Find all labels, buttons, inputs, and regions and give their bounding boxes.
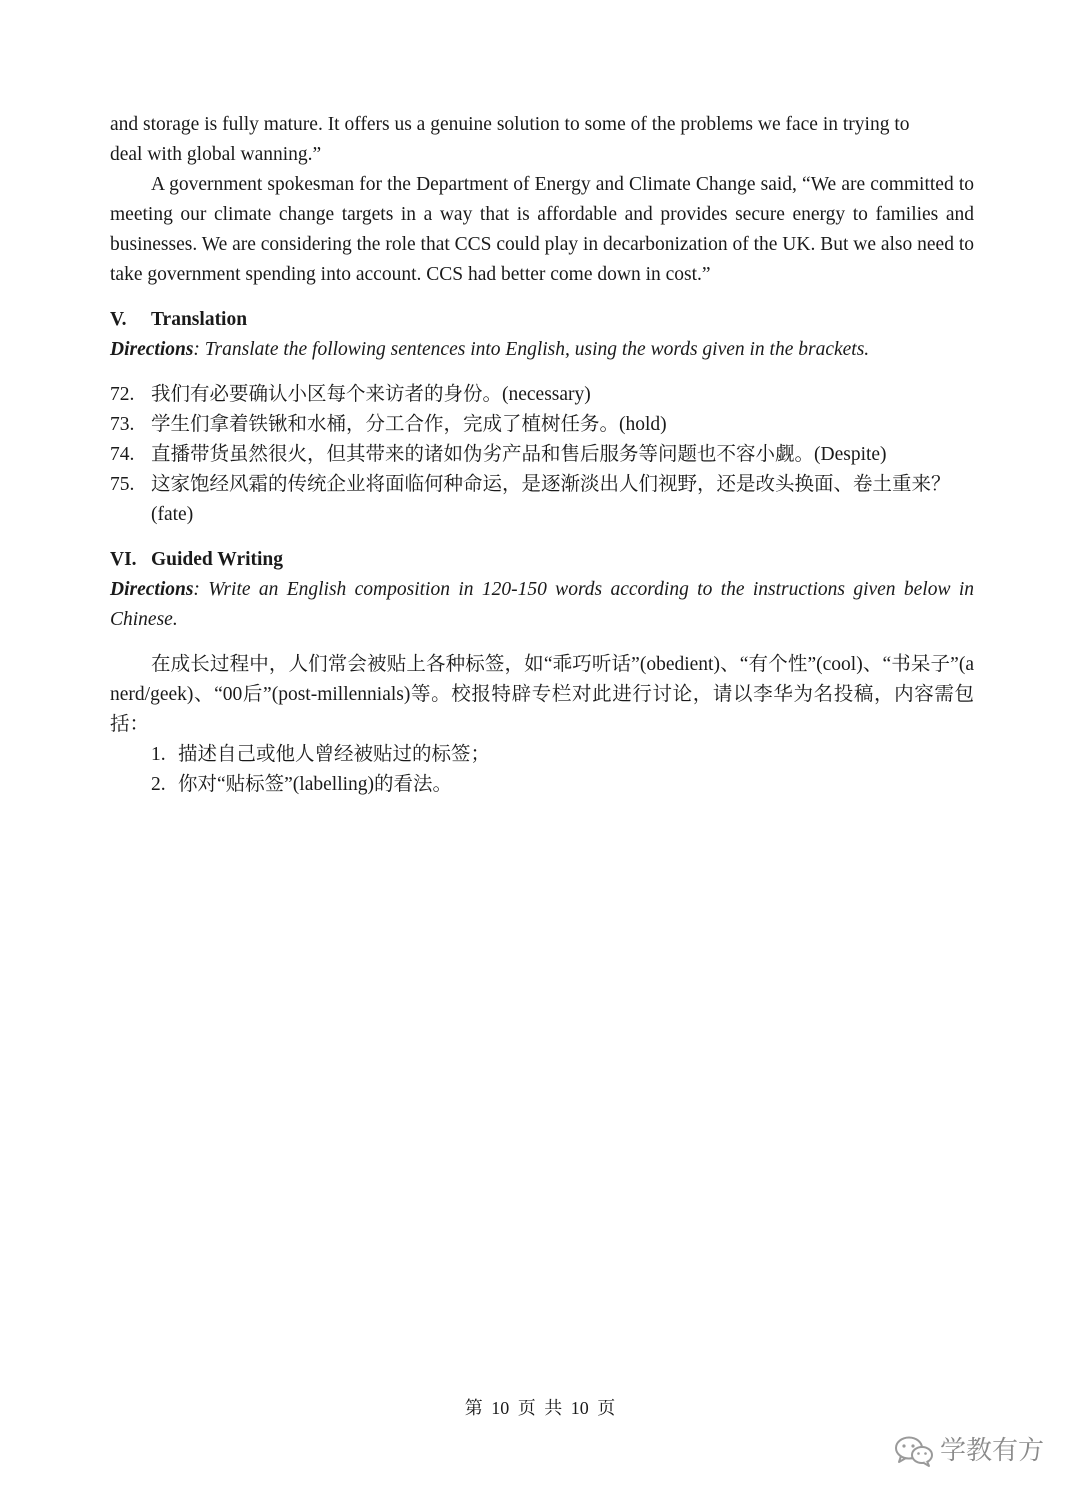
list-item xyxy=(110,410,974,440)
section-heading-translation xyxy=(110,305,974,335)
section-title: Translation xyxy=(151,309,248,330)
passage-line: and storage is fully mature. It offers us a genuine solution to some of the problems we face in trying to xyxy=(110,114,910,135)
wechat-icon xyxy=(894,1434,934,1468)
watermark-text: 学教有方 xyxy=(939,1436,1044,1466)
directions-label: Directions xyxy=(110,579,194,600)
passage-line: deal with global wanning.” xyxy=(110,144,322,165)
list-item xyxy=(110,470,974,530)
list-item xyxy=(151,770,974,800)
directions-text: : Write an English composition in 120-150 words according to the instructions given below in Chinese. xyxy=(110,579,974,630)
item-number: 2. xyxy=(151,774,166,795)
section-number: VI. xyxy=(110,549,137,570)
list-item xyxy=(110,440,974,470)
item-text: 我们有必要确认小区每个来访者的身份。(necessary) xyxy=(151,384,591,405)
directions-label: Directions xyxy=(110,339,194,360)
item-text: 这家饱经风霜的传统企业将面临何种命运，是逐渐淡出人们视野，还是改头换面、卷土重来？(fate) xyxy=(151,474,951,525)
item-number: 73. xyxy=(110,414,135,435)
page-content xyxy=(110,110,974,800)
item-number: 72. xyxy=(110,384,135,405)
section-number: V. xyxy=(110,309,127,330)
directions xyxy=(110,335,974,365)
item-number: 75. xyxy=(110,474,135,495)
list-item xyxy=(151,740,974,770)
requirements-list xyxy=(110,740,974,800)
item-text: 你对“贴标签”(labelling)的看法。 xyxy=(178,774,453,795)
directions-text: : Translate the following sentences into English, using the words given in the brackets. xyxy=(193,339,870,360)
item-number: 1. xyxy=(151,744,166,765)
item-text: 描述自己或他人曾经被贴过的标签； xyxy=(178,744,491,765)
passage-paragraph: A government spokesman for the Department of Energy and Climate Change said, “We are committed to meeting our climate change targets in a way that is affordable and provides secure energy to families and businesses. We are considering the role that CCS could play in decarbonization of the UK. But we also need to take government spending into account. CCS had better come down in cost.” xyxy=(110,174,974,285)
writing-task: 在成长过程中，人们常会被贴上各种标签，如“乖巧听话”(obedient)、“有个性”(cool)、“书呆子”(a nerd/geek)、“00后”(post-millennials)等。校报特辟专栏对此进行讨论，请以李华为名投稿，内容需包括： xyxy=(110,654,974,735)
section-heading-guided-writing xyxy=(110,545,974,575)
directions xyxy=(110,575,974,635)
item-text: 直播带货虽然很火，但其带来的诸如伪劣产品和售后服务等问题也不容小觑。(Despite) xyxy=(151,444,887,465)
section-title: Guided Writing xyxy=(151,549,284,570)
item-number: 74. xyxy=(110,444,135,465)
translation-items xyxy=(110,380,974,530)
watermark xyxy=(894,1434,1044,1468)
page-footer: 第 10 页 共 10 页 xyxy=(464,1398,616,1418)
item-text: 学生们拿着铁锹和水桶，分工合作，完成了植树任务。(hold) xyxy=(151,414,667,435)
list-item xyxy=(110,380,974,410)
